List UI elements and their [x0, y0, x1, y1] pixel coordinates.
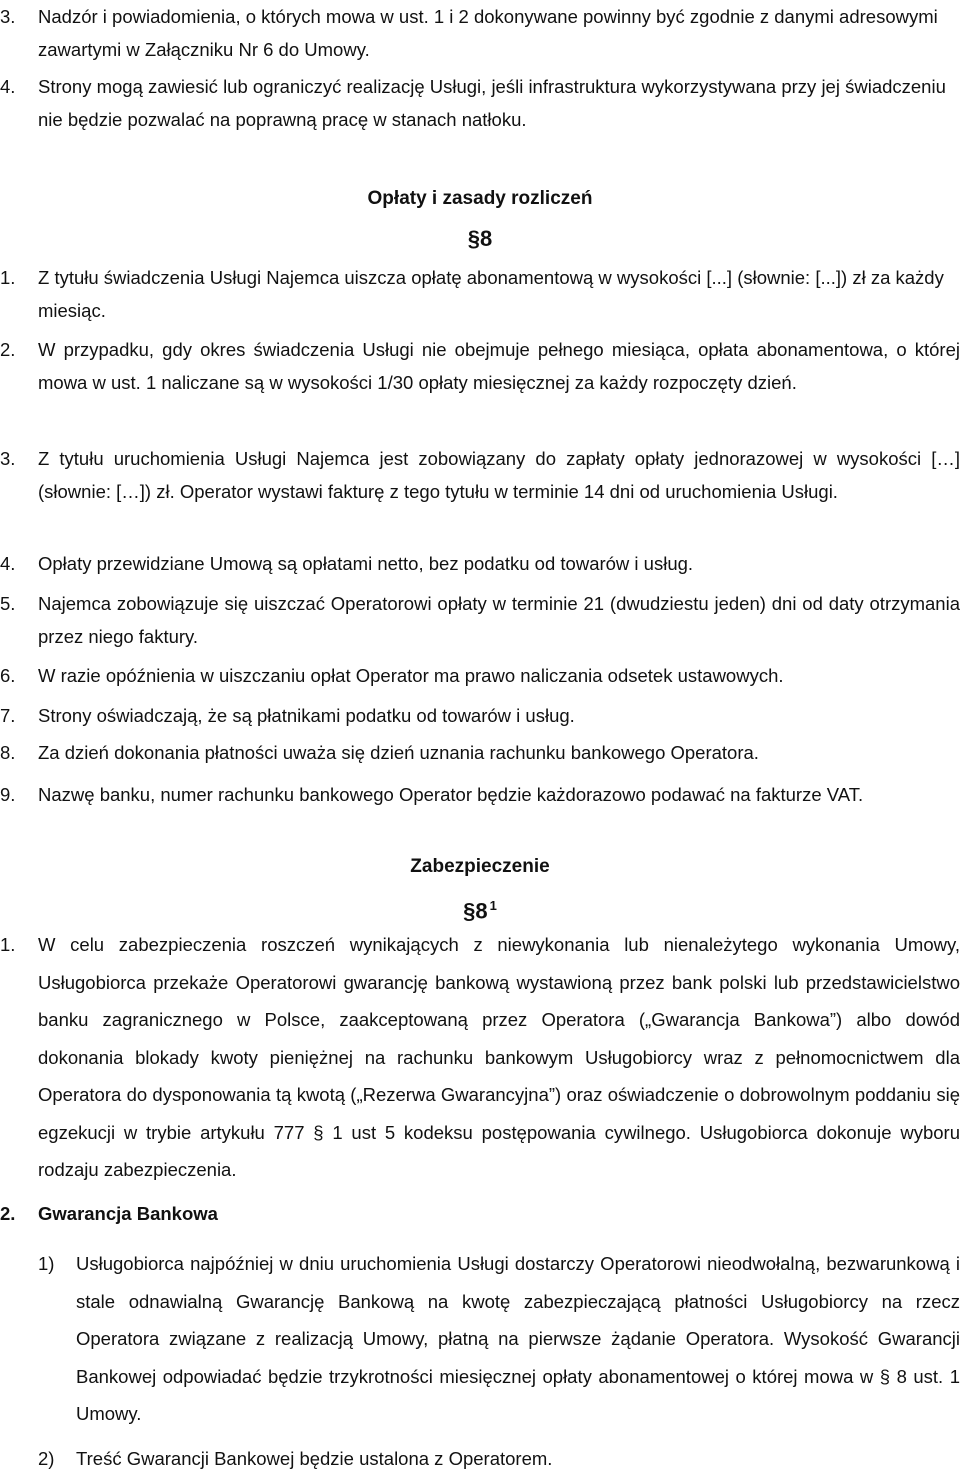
list-text: Strony oświadczają, że są płatnikami podatku od towarów i usług. — [38, 705, 575, 726]
list-text: Usługobiorca najpóźniej w dniu uruchomienia Usługi dostarczy Operatorowi nieodwołalną, bezwarunkową i stale odnawialną Gwarancję Bankową na kwotę zabezpieczającą płatności Usługobiorcy na rzecz Operatora związane z realizacją Umowy, płatną na pierwsze żądanie Operatora. Wysokość Gwarancji Bankowej odpowiadać będzie trzykrotności miesięcznej opłaty abonamentowej o której mowa w § 8 ust. 1 Umowy. — [76, 1253, 960, 1424]
list-item — [0, 261, 960, 327]
list-text: Nadzór i powiadomienia, o których mowa w ust. 1 i 2 dokonywane powinny być zgodnie z danymi adresowymi zawartymi w Załączniku Nr 6 do Umowy. — [38, 6, 938, 60]
top-item — [0, 70, 960, 136]
list-number: 5. — [0, 593, 16, 614]
paragraph-number: §8 — [467, 226, 493, 251]
list-number: 4. — [0, 76, 16, 97]
list-item — [0, 736, 960, 769]
list-number: 4. — [0, 553, 16, 574]
list-item — [0, 547, 960, 580]
list-text: Nazwę banku, numer rachunku bankowego Operator będzie każdorazowo podawać na fakturze VAT. — [38, 784, 864, 805]
list-item — [0, 659, 960, 692]
list-number: 7. — [0, 705, 16, 726]
list-text: Treść Gwarancji Bankowej będzie ustalona z Operatorem. — [76, 1448, 553, 1469]
list-text: Za dzień dokonania płatności uważa się dzień uznania rachunku bankowego Operatora. — [38, 742, 759, 763]
list-number: 9. — [0, 784, 16, 805]
list-text: Z tytułu uruchomienia Usługi Najemca jest zobowiązany do zapłaty opłaty jednorazowej w wysokości […] (słownie: […]) zł. Operator wystawi fakturę z tego tytułu w terminie 14 dni od uruchomienia Usługi. — [38, 448, 960, 502]
list-item — [0, 587, 960, 653]
section-title: Zabezpieczenie — [410, 856, 550, 877]
list-number: 2. — [0, 1203, 16, 1224]
list-number: 2. — [0, 339, 16, 360]
sub-list-item — [0, 1440, 960, 1478]
list-number: 2) — [38, 1448, 55, 1469]
list-text: W celu zabezpieczenia roszczeń wynikających z niewykonania lub nienależytego wykonania Umowy, Usługobiorca przekaże Operatorowi gwarancję bankową wystawioną przez bank polski lub przedstawicielstwo banku zagranicznego w Polsce, zaakceptowaną przez Operatora („Gwarancja Bankowa”) albo dowód dokonania blokady kwoty pieniężnej na rachunku bankowym Usługobiorcy wraz z pełnomocnictwem dla Operatora do dysponowania tą kwotą („Rezerwa Gwarancyjna”) oraz oświadczenie o dobrowolnym poddaniu się egzekucji w trybie artykułu 777 § 1 ust 5 kodeksu postępowania cywilnego. Usługobiorca dokonuje wyboru rodzaju zabezpieczenia. — [38, 934, 960, 1180]
sub-list-item — [0, 1245, 960, 1433]
paragraph-superscript: 1 — [489, 898, 497, 913]
list-number: 8. — [0, 742, 16, 763]
subsection-title: Gwarancja Bankowa — [38, 1203, 218, 1224]
paragraph-number — [0, 891, 960, 926]
list-item — [0, 333, 960, 399]
list-number: 1. — [0, 934, 16, 955]
list-number: 3. — [0, 448, 16, 469]
list-item — [0, 778, 960, 811]
list-text: Najemca zobowiązuje się uiszczać Operatorowi opłaty w terminie 21 (dwudziestu jeden) dni od daty otrzymania przez niego faktury. — [38, 593, 960, 647]
list-number: 1) — [38, 1253, 55, 1274]
list-item — [0, 926, 960, 1189]
list-number: 3. — [0, 6, 16, 27]
paragraph-symbol: §8 — [463, 898, 488, 924]
list-number: 1. — [0, 267, 16, 288]
list-item — [0, 442, 960, 508]
list-text: Opłaty przewidziane Umową są opłatami netto, bez podatku od towarów i usług. — [38, 553, 694, 574]
list-item — [0, 699, 960, 732]
list-text: W przypadku, gdy okres świadczenia Usługi nie obejmuje pełnego miesiąca, opłata abonamentowa, o której mowa w ust. 1 naliczane są w wysokości 1/30 opłaty miesięcznej za każdy rozpoczęty dzień. — [38, 339, 960, 393]
list-text: W razie opóźnienia w uiszczaniu opłat Operator ma prawo naliczania odsetek ustawowych. — [38, 665, 784, 686]
list-number: 6. — [0, 665, 16, 686]
top-item — [0, 0, 960, 66]
list-text: Z tytułu świadczenia Usługi Najemca uiszcza opłatę abonamentową w wysokości [...] (słownie: [...]) zł za każdy miesiąc. — [38, 267, 944, 321]
list-text: Strony mogą zawiesić lub ograniczyć realizację Usługi, jeśli infrastruktura wykorzystywana przy jej świadczeniu nie będzie pozwalać na poprawną pracę w stanach natłoku. — [38, 76, 946, 130]
subsection-heading — [0, 1202, 960, 1226]
section-title: Opłaty i zasady rozliczeń — [367, 188, 593, 209]
